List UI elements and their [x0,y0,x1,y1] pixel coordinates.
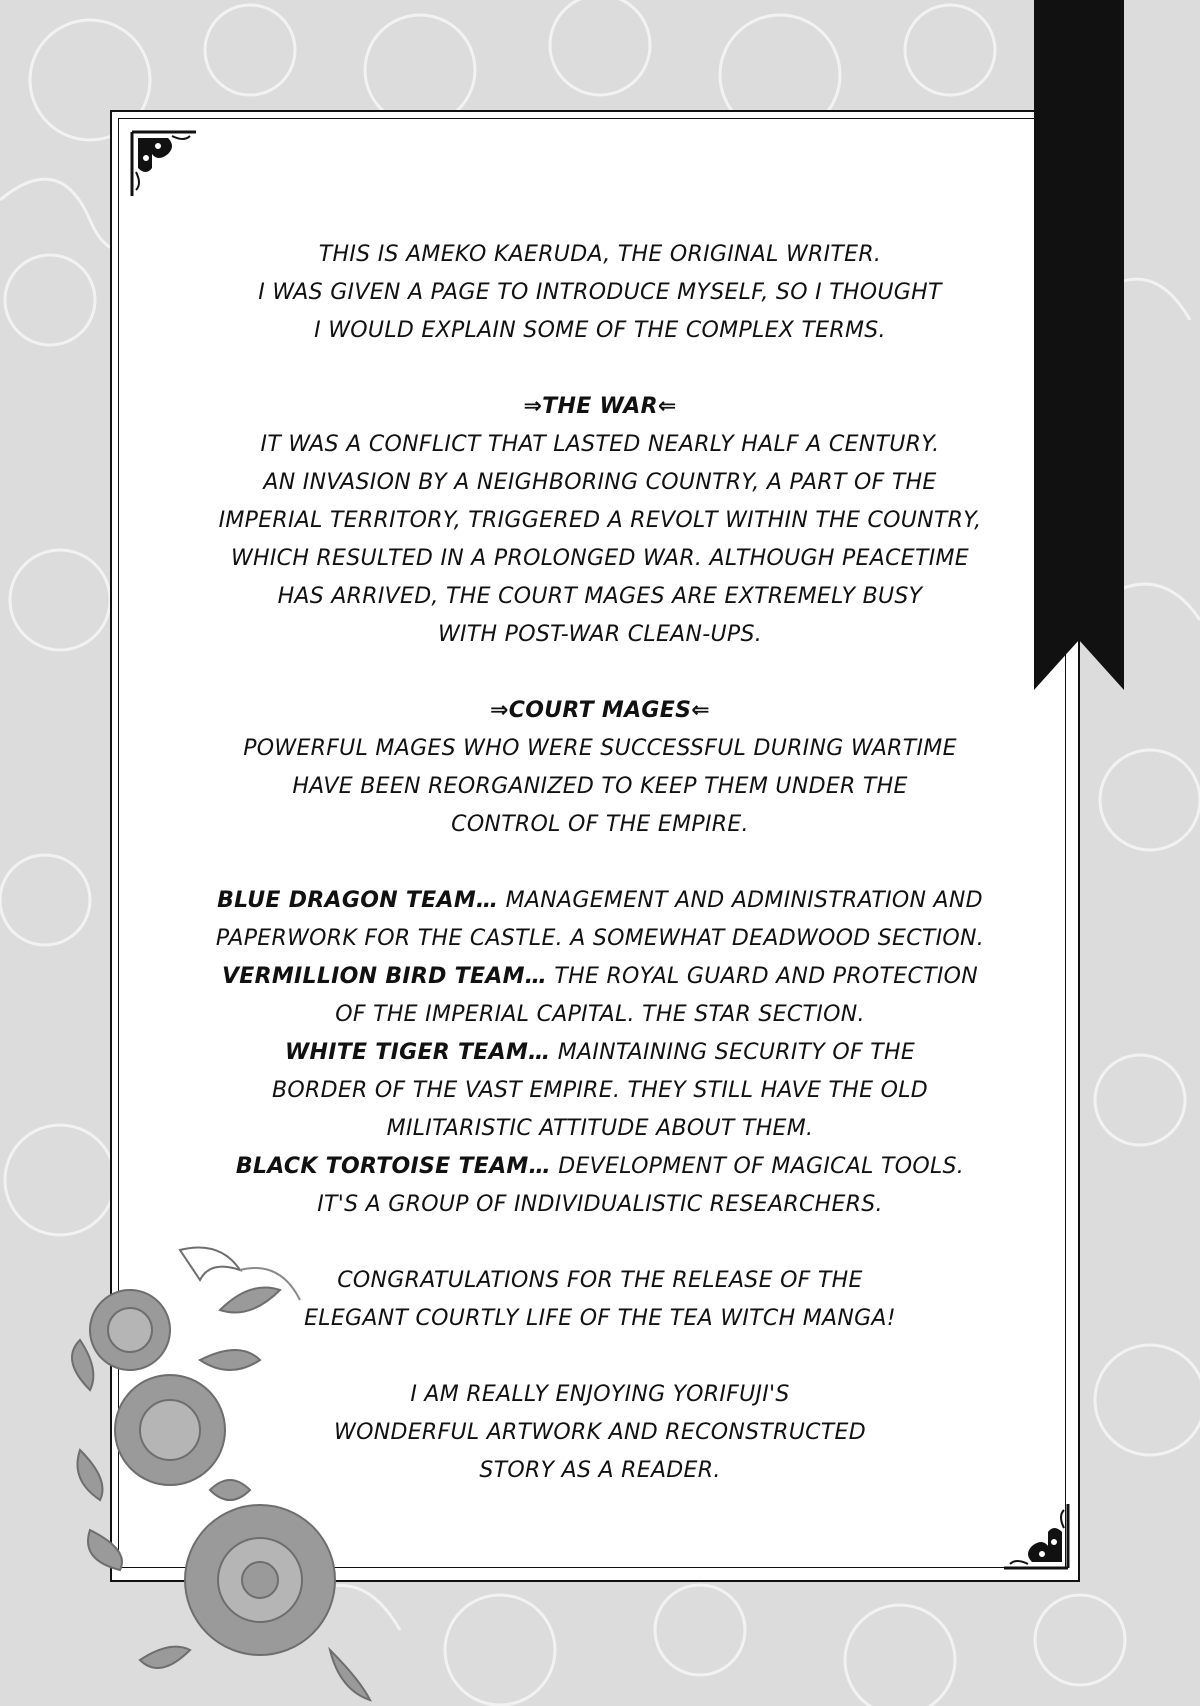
team-line: BORDER OF THE VAST EMPIRE. THEY STILL HAVE THE OLD [271,1078,928,1103]
team-line: IT'S A GROUP OF INDIVIDUALISTIC RESEARCHERS. [317,1192,883,1217]
black-tortoise-team-name: BLACK TORTOISE TEAM… [235,1154,551,1179]
vermillion-bird-description: THE ROYAL GUARD AND PROTECTION [547,964,979,989]
mages-section [150,692,1050,844]
team-line [150,1034,1050,1072]
congrats-line: CONGRATULATIONS FOR THE RELEASE OF THE [337,1268,863,1293]
congrats-paragraph [150,1262,1050,1338]
team-line: PAPERWORK FOR THE CASTLE. A SOMEWHAT DEADWOOD SECTION. [215,926,985,951]
team-line: OF THE IMPERIAL CAPITAL. THE STAR SECTION. [335,1002,865,1027]
war-line: WITH POST-WAR CLEAN-UPS. [437,622,763,647]
intro-line: I WAS GIVEN A PAGE TO INTRODUCE MYSELF, SO I THOUGHT [258,280,942,305]
team-line [150,1148,1050,1186]
white-tiger-description: MAINTAINING SECURITY OF THE [550,1040,916,1065]
blue-dragon-description: MANAGEMENT AND ADMINISTRATION AND [498,888,983,913]
team-line [150,882,1050,920]
closing-line: I AM REALLY ENJOYING YORIFUJI'S [410,1382,790,1407]
vermillion-bird-team-name: VERMILLION BIRD TEAM… [221,964,548,989]
war-line: HAS ARRIVED, THE COURT MAGES ARE EXTREMELY BUSY [277,584,923,609]
war-line: IMPERIAL TERRITORY, TRIGGERED A REVOLT WITHIN THE COUNTRY, [218,508,982,533]
white-tiger-team-name: WHITE TIGER TEAM… [284,1040,551,1065]
war-line: IT WAS A CONFLICT THAT LASTED NEARLY HALF A CENTURY. [260,432,940,457]
mages-line: POWERFUL MAGES WHO WERE SUCCESSFUL DURING WARTIME [243,736,957,761]
black-tortoise-description: DEVELOPMENT OF MAGICAL TOOLS. [550,1154,965,1179]
intro-line: I WOULD EXPLAIN SOME OF THE COMPLEX TERMS. [314,318,886,343]
mages-line: HAVE BEEN REORGANIZED TO KEEP THEM UNDER THE [292,774,908,799]
war-line: WHICH RESULTED IN A PROLONGED WAR. ALTHOUGH PEACETIME [230,546,970,571]
congrats-line: ELEGANT COURTLY LIFE OF THE TEA WITCH MANGA! [304,1306,896,1331]
intro-paragraph [150,236,1050,350]
mages-line: CONTROL OF THE EMPIRE. [451,812,749,837]
closing-paragraph [150,1376,1050,1490]
war-heading: ⇒THE WAR⇐ [523,394,677,419]
mages-heading: ⇒COURT MAGES⇐ [490,698,710,723]
team-line: MILITARISTIC ATTITUDE ABOUT THEM. [386,1116,814,1141]
team-line [150,958,1050,996]
corner-ornament-icon [128,128,200,200]
afterword-text [150,236,1050,1528]
war-line: AN INVASION BY A NEIGHBORING COUNTRY, A PART OF THE [263,470,937,495]
closing-line: WONDERFUL ARTWORK AND RECONSTRUCTED [334,1420,866,1445]
teams-section [150,882,1050,1224]
blue-dragon-team-name: BLUE DRAGON TEAM… [217,888,499,913]
intro-line: THIS IS AMEKO KAERUDA, THE ORIGINAL WRITER. [318,242,882,267]
closing-line: STORY AS A READER. [479,1458,721,1483]
war-section [150,388,1050,654]
